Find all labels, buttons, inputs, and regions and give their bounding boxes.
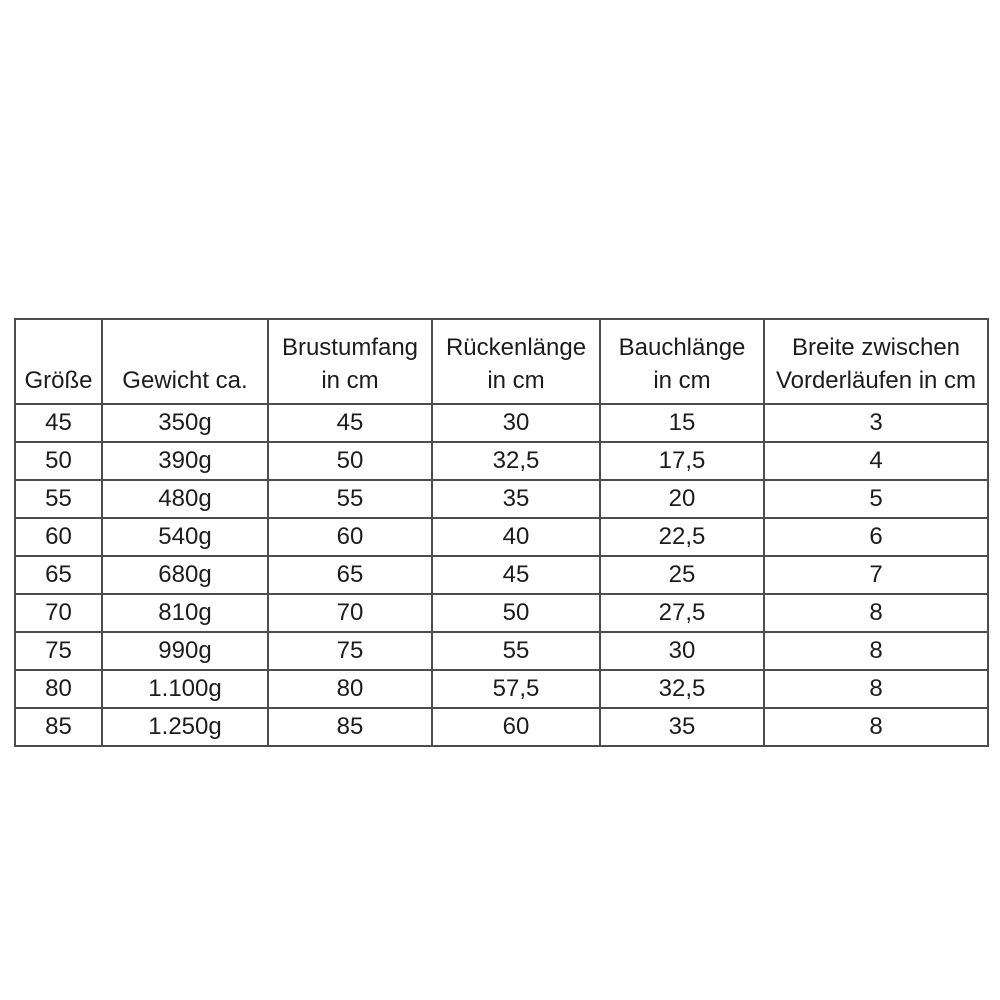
- table-cell: 65: [268, 556, 432, 594]
- table-cell: 60: [432, 708, 600, 746]
- table-cell: 80: [15, 670, 102, 708]
- column-header-breite-vorderlaeufen: Breite zwischen Vorderläufen in cm: [764, 319, 988, 404]
- table-cell: 3: [764, 404, 988, 442]
- table-cell: 55: [268, 480, 432, 518]
- table-cell: 540g: [102, 518, 268, 556]
- column-header-groesse: Größe: [15, 319, 102, 404]
- table-cell: 75: [15, 632, 102, 670]
- table-cell: 75: [268, 632, 432, 670]
- table-cell: 60: [268, 518, 432, 556]
- table-row: [15, 708, 988, 746]
- table-cell: 8: [764, 708, 988, 746]
- table-cell: 55: [15, 480, 102, 518]
- table-cell: 4: [764, 442, 988, 480]
- table-cell: 57,5: [432, 670, 600, 708]
- table-cell: 1.100g: [102, 670, 268, 708]
- column-header-gewicht: Gewicht ca.: [102, 319, 268, 404]
- table-cell: 15: [600, 404, 764, 442]
- table-cell: 990g: [102, 632, 268, 670]
- table-cell: 45: [432, 556, 600, 594]
- table-cell: 7: [764, 556, 988, 594]
- table-cell: 45: [15, 404, 102, 442]
- column-header-brustumfang: Brustumfang in cm: [268, 319, 432, 404]
- table-cell: 17,5: [600, 442, 764, 480]
- table-row: [15, 480, 988, 518]
- table-row: [15, 594, 988, 632]
- size-chart-table: [14, 318, 989, 747]
- table-cell: 30: [432, 404, 600, 442]
- table-cell: 80: [268, 670, 432, 708]
- column-header-bauchlaenge: Bauchlänge in cm: [600, 319, 764, 404]
- table-cell: 8: [764, 632, 988, 670]
- table-cell: 45: [268, 404, 432, 442]
- table-cell: 35: [432, 480, 600, 518]
- table-row: [15, 670, 988, 708]
- table-cell: 5: [764, 480, 988, 518]
- table-row: [15, 556, 988, 594]
- table-cell: 22,5: [600, 518, 764, 556]
- table-cell: 35: [600, 708, 764, 746]
- table-cell: 6: [764, 518, 988, 556]
- column-header-rueckenlaenge: Rückenlänge in cm: [432, 319, 600, 404]
- table-body: [15, 404, 988, 746]
- table-cell: 680g: [102, 556, 268, 594]
- table-cell: 70: [268, 594, 432, 632]
- table-cell: 27,5: [600, 594, 764, 632]
- table-cell: 32,5: [600, 670, 764, 708]
- table-cell: 810g: [102, 594, 268, 632]
- table-cell: 70: [15, 594, 102, 632]
- table-cell: 390g: [102, 442, 268, 480]
- table-cell: 60: [15, 518, 102, 556]
- table-cell: 20: [600, 480, 764, 518]
- table-header-row: [15, 319, 988, 404]
- table-cell: 50: [15, 442, 102, 480]
- table-cell: 1.250g: [102, 708, 268, 746]
- table-cell: 50: [268, 442, 432, 480]
- table-row: [15, 632, 988, 670]
- table-cell: 65: [15, 556, 102, 594]
- table-cell: 85: [15, 708, 102, 746]
- table-header: [15, 319, 988, 404]
- table-row: [15, 404, 988, 442]
- table-cell: 8: [764, 670, 988, 708]
- table-cell: 32,5: [432, 442, 600, 480]
- table-row: [15, 442, 988, 480]
- table-cell: 55: [432, 632, 600, 670]
- table-cell: 30: [600, 632, 764, 670]
- table-cell: 8: [764, 594, 988, 632]
- table-cell: 50: [432, 594, 600, 632]
- table-cell: 40: [432, 518, 600, 556]
- table-cell: 480g: [102, 480, 268, 518]
- table-row: [15, 518, 988, 556]
- table-cell: 350g: [102, 404, 268, 442]
- table-cell: 85: [268, 708, 432, 746]
- table-cell: 25: [600, 556, 764, 594]
